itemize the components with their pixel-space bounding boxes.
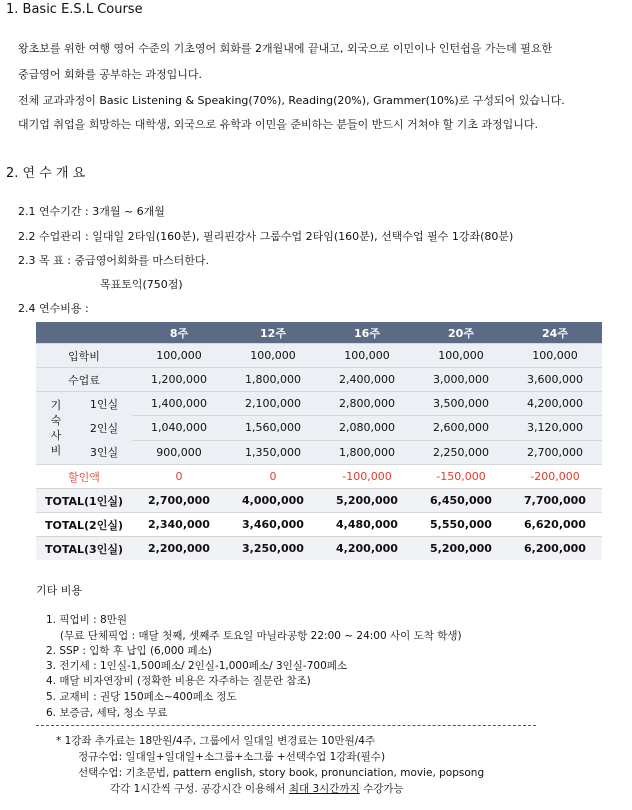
table-cell: 4,200,000	[320, 537, 414, 561]
dorm-vertical-label	[36, 398, 76, 458]
note-max-hours: 최대 3시간까지	[288, 783, 360, 795]
table-cell: 4,200,000	[508, 392, 602, 416]
note-line-3: 선택수업: 기초문법, pattern english, story book, pronunciation, movie, popsong	[78, 767, 485, 779]
dorm-type-double: 2인실	[89, 422, 119, 435]
table-cell: 6,620,000	[508, 513, 602, 537]
table-cell: 1,800,000	[226, 368, 320, 392]
table-row-total-triple	[36, 537, 602, 561]
table-cell: 1,560,000	[226, 416, 320, 440]
table-cell: 1,400,000	[132, 392, 226, 416]
table-cell: 2,100,000	[226, 392, 320, 416]
table-cell: 3,000,000	[414, 368, 508, 392]
table-row-total-double	[36, 513, 602, 537]
note-line-4-end: 수강가능	[359, 783, 404, 795]
table-cell: -150,000	[414, 465, 508, 489]
table-cell: 100,000	[414, 344, 508, 368]
etc-item-5: 5. 교재비 : 권당 150페소~400페소 정도	[46, 691, 237, 703]
table-header-row	[36, 322, 602, 344]
note-line-1: * 1강좌 추가료는 18만원/4주, 그룹에서 일대일 변경료는 10만원/4주	[56, 735, 376, 747]
table-cell: 1,800,000	[320, 440, 414, 464]
etc-item-1: 1. 픽업비 : 8만원	[46, 614, 127, 626]
intro-line-4: 대기업 취업을 희망하는 대학생, 외국으로 유학과 이민을 준비하는 분들이 반드시 거쳐야 할 기초 과정입니다.	[18, 118, 538, 131]
dorm-char: 비	[50, 444, 62, 457]
etc-item-4: 4. 매달 비자연장비 (정확한 비용은 자주하는 질문란 참조)	[46, 675, 311, 687]
table-cell: 0	[226, 465, 320, 489]
table-cell: 5,550,000	[414, 513, 508, 537]
note-line-4-text: 각각 1시간씩 구성. 공강시간 이용해서	[110, 783, 289, 795]
table-cell: 3,500,000	[414, 392, 508, 416]
row-label: 수업료	[36, 368, 132, 392]
table-cell: 2,700,000	[508, 440, 602, 464]
table-cell: 2,700,000	[132, 489, 226, 513]
row-label: TOTAL(2인실)	[36, 513, 132, 537]
table-cell: -200,000	[508, 465, 602, 489]
table-cell: -100,000	[320, 465, 414, 489]
table-cell: 3,250,000	[226, 537, 320, 561]
intro-line-3: 전체 교과과정이 Basic Listening & Speaking(70%), Reading(20%), Grammer(10%)로 구성되어 있습니다.	[18, 94, 565, 107]
header-20w: 20주	[414, 322, 508, 344]
table-cell: 0	[132, 465, 226, 489]
etc-item-3: 3. 전기세 : 1인실-1,500페소/ 2인실-1,000페소/ 3인실-700페소	[46, 660, 348, 672]
header-12w: 12주	[226, 322, 320, 344]
table-cell: 2,340,000	[132, 513, 226, 537]
table-cell: 5,200,000	[320, 489, 414, 513]
table-row-total-single	[36, 489, 602, 513]
dorm-type-triple: 3인실	[89, 446, 119, 459]
table-cell: 1,350,000	[226, 440, 320, 464]
table-cell: 1,040,000	[132, 416, 226, 440]
dorm-type-single: 1인실	[89, 398, 119, 411]
row-label: TOTAL(3인실)	[36, 537, 132, 561]
dashed-divider	[36, 725, 536, 726]
table-cell: 100,000	[320, 344, 414, 368]
section-1-title: 1. Basic E.S.L Course	[6, 2, 143, 17]
dorm-char: 숙	[50, 414, 62, 427]
overview-period: 2.1 연수기간 : 3개월 ~ 6개월	[18, 205, 165, 218]
row-label: TOTAL(1인실)	[36, 489, 132, 513]
table-cell: 2,800,000	[320, 392, 414, 416]
dorm-char: 사	[50, 429, 62, 442]
dorm-label-cell	[36, 392, 132, 465]
table-row-entrance	[36, 344, 602, 368]
note-line-2: 정규수업: 일대일+일대일+소그룹+소그룹 +선택수업 1강좌(필수)	[78, 751, 386, 763]
header-16w: 16주	[320, 322, 414, 344]
header-corner	[36, 322, 132, 344]
overview-cost-label: 2.4 연수비용 :	[18, 302, 89, 315]
table-cell: 100,000	[132, 344, 226, 368]
table-cell: 2,080,000	[320, 416, 414, 440]
intro-line-1: 왕초보를 위한 여행 영어 수준의 기초영어 회화를 2개월내에 끝내고, 외국으로 이민이나 인턴쉽을 가는데 필요한	[18, 42, 553, 55]
cost-table	[36, 322, 602, 560]
etc-item-1-detail: (무료 단체픽업 : 매달 첫째, 셋째주 토요일 마닐라공항 22:00 ~ 24:00 사이 도착 학생)	[60, 630, 462, 642]
table-cell: 2,200,000	[132, 537, 226, 561]
table-cell: 900,000	[132, 440, 226, 464]
overview-class: 2.2 수업관리 : 일대일 2타임(160분), 필리핀강사 그룹수업 2타임(160분), 선택수업 필수 1강좌(80분)	[18, 230, 514, 243]
etc-item-6: 6. 보증금, 세탁, 청소 무료	[46, 707, 168, 719]
table-cell: 4,480,000	[320, 513, 414, 537]
dorm-char: 기	[50, 399, 62, 412]
table-cell: 100,000	[508, 344, 602, 368]
etc-item-2: 2. SSP : 입학 후 납입 (6,000 페소)	[46, 645, 212, 657]
row-label: 할인액	[36, 465, 132, 489]
table-cell: 4,000,000	[226, 489, 320, 513]
table-row-dorm-single	[36, 392, 602, 416]
table-cell: 5,200,000	[414, 537, 508, 561]
etc-title: 기타 비용	[36, 584, 83, 597]
table-cell: 2,250,000	[414, 440, 508, 464]
row-label: 입학비	[36, 344, 132, 368]
overview-goal: 2.3 목 표 : 중급영어회화를 마스터한다.	[18, 254, 209, 267]
header-8w: 8주	[132, 322, 226, 344]
table-cell: 2,400,000	[320, 368, 414, 392]
table-row-discount	[36, 465, 602, 489]
table-cell: 7,700,000	[508, 489, 602, 513]
header-24w: 24주	[508, 322, 602, 344]
table-cell: 1,200,000	[132, 368, 226, 392]
overview-goal-toeic: 목표토익(750점)	[100, 278, 183, 291]
table-cell: 3,600,000	[508, 368, 602, 392]
table-cell: 100,000	[226, 344, 320, 368]
note-line-4	[110, 781, 404, 796]
table-cell: 2,600,000	[414, 416, 508, 440]
table-cell: 3,120,000	[508, 416, 602, 440]
section-2-title: 2. 연 수 개 요	[6, 166, 86, 181]
table-cell: 3,460,000	[226, 513, 320, 537]
table-cell: 6,200,000	[508, 537, 602, 561]
intro-line-2: 중급영어 회화를 공부하는 과정입니다.	[18, 68, 203, 81]
table-row-tuition	[36, 368, 602, 392]
table-cell: 6,450,000	[414, 489, 508, 513]
